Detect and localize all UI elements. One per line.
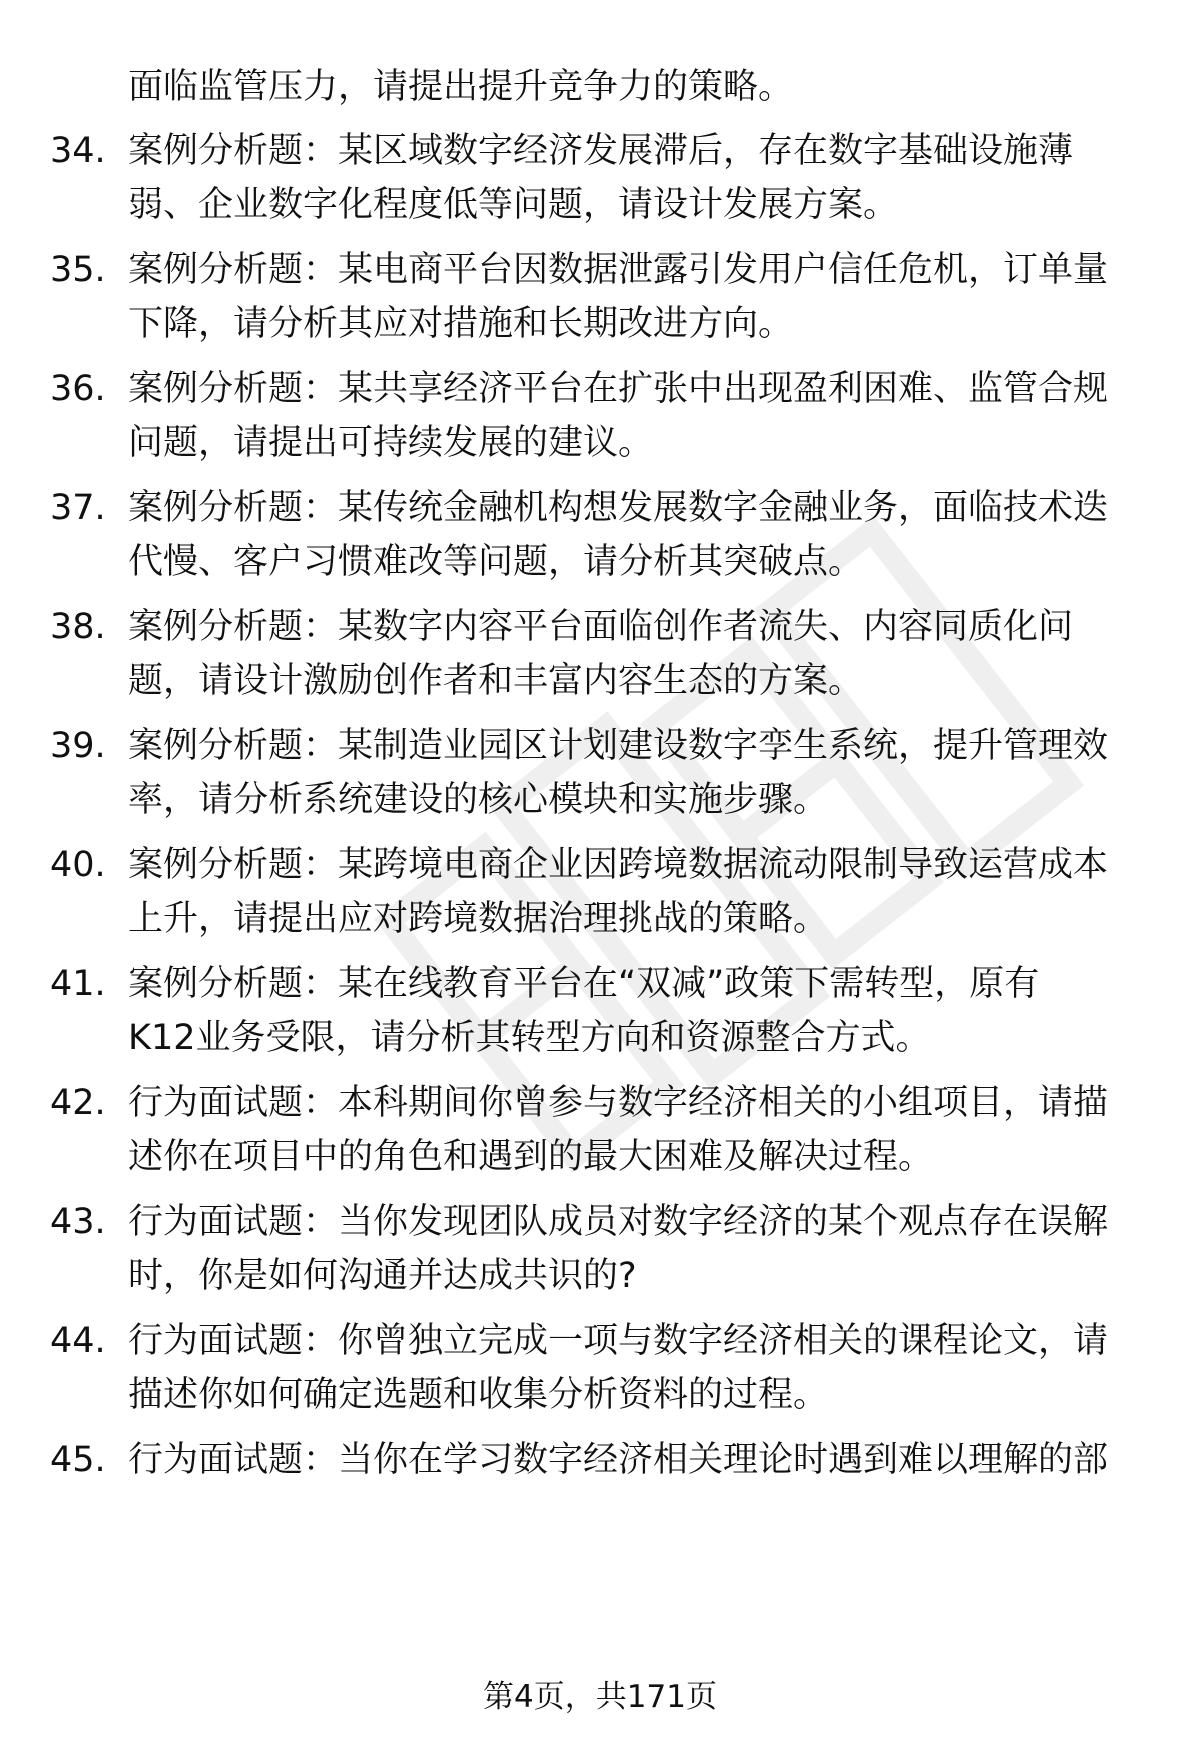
question-item: [50, 362, 1150, 478]
question-text-line: 案例分析题：某在线教育平台在“双减”政策下需转型，原有: [128, 964, 1040, 1004]
question-number: 37.: [50, 488, 106, 528]
question-number: 35.: [50, 250, 106, 290]
question-text-line: 述你在项目中的角色和遇到的最大困难及解决过程。: [128, 1137, 934, 1177]
question-text-line: 行为面试题：你曾独立完成一项与数字经济相关的课程论文，请: [128, 1321, 1109, 1361]
question-item: [50, 1195, 1150, 1311]
question-item: [50, 957, 1150, 1073]
question-text-line: 案例分析题：某数字内容平台面临创作者流失、内容同质化问: [128, 607, 1074, 647]
question-text-line: 案例分析题：某传统金融机构想发展数字金融业务，面临技术迭: [128, 488, 1109, 528]
question-text-line: 问题，请提出可持续发展的建议。: [128, 423, 654, 463]
question-item: [50, 1314, 1150, 1430]
question-item: [50, 243, 1150, 359]
question-text-line: 案例分析题：某区域数字经济发展滞后，存在数字基础设施薄: [128, 131, 1074, 171]
question-item: [50, 600, 1150, 716]
question-item: [50, 124, 1150, 240]
continuation-line: 面临监管压力，请提出提升竞争力的策略。: [128, 67, 794, 107]
question-item: [50, 838, 1150, 954]
question-number: 40.: [50, 845, 106, 885]
question-text-line: 案例分析题：某跨境电商企业因跨境数据流动限制导致运营成本: [128, 845, 1109, 885]
question-text-line: 描述你如何确定选题和收集分析资料的过程。: [128, 1375, 829, 1415]
question-text-line: 案例分析题：某共享经济平台在扩张中出现盈利困难、监管合规: [128, 369, 1109, 409]
question-item: [50, 719, 1150, 835]
question-text-line: 代慢、客户习惯难改等问题，请分析其突破点。: [128, 542, 864, 582]
question-text-line: 时，你是如何沟通并达成共识的?: [128, 1256, 637, 1296]
question-text-line: 案例分析题：某制造业园区计划建设数字孪生系统，提升管理效: [128, 726, 1109, 766]
question-item: [50, 481, 1150, 597]
question-text-line: 上升，请提出应对跨境数据治理挑战的策略。: [128, 899, 829, 939]
question-text-line: 案例分析题：某电商平台因数据泄露引发用户信任危机，订单量: [128, 250, 1109, 290]
question-item: [50, 1076, 1150, 1192]
question-text-line: K12业务受限，请分析其转型方向和资源整合方式。: [128, 1018, 931, 1058]
question-item: [50, 1433, 1150, 1549]
question-number: 41.: [50, 964, 106, 1004]
question-text-line: 下降，请分析其应对措施和长期改进方向。: [128, 304, 794, 344]
question-text-line: [128, 1487, 1148, 1541]
question-text-line: 率，请分析系统建设的核心模块和实施步骤。: [128, 780, 829, 820]
question-number: 43.: [50, 1202, 106, 1242]
question-number: 38.: [50, 607, 106, 647]
question-number: 36.: [50, 369, 106, 409]
question-text-line: 行为面试题：当你在学习数字经济相关理论时遇到难以理解的部: [128, 1440, 1109, 1480]
question-number: 44.: [50, 1321, 106, 1361]
question-text-line: 题，请设计激励创作者和丰富内容生态的方案。: [128, 661, 864, 701]
question-text-line: 弱、企业数字化程度低等问题，请设计发展方案。: [128, 185, 899, 225]
question-text-line: 行为面试题：本科期间你曾参与数字经济相关的小组项目，请描: [128, 1083, 1109, 1123]
question-number: 34.: [50, 131, 106, 171]
question-number: 45.: [50, 1440, 106, 1480]
question-text-line: 行为面试题：当你发现团队成员对数字经济的某个观点存在误解: [128, 1202, 1109, 1242]
question-number: 39.: [50, 726, 106, 766]
question-number: 42.: [50, 1083, 106, 1123]
page-footer: 第4页，共171页: [483, 1679, 717, 1715]
